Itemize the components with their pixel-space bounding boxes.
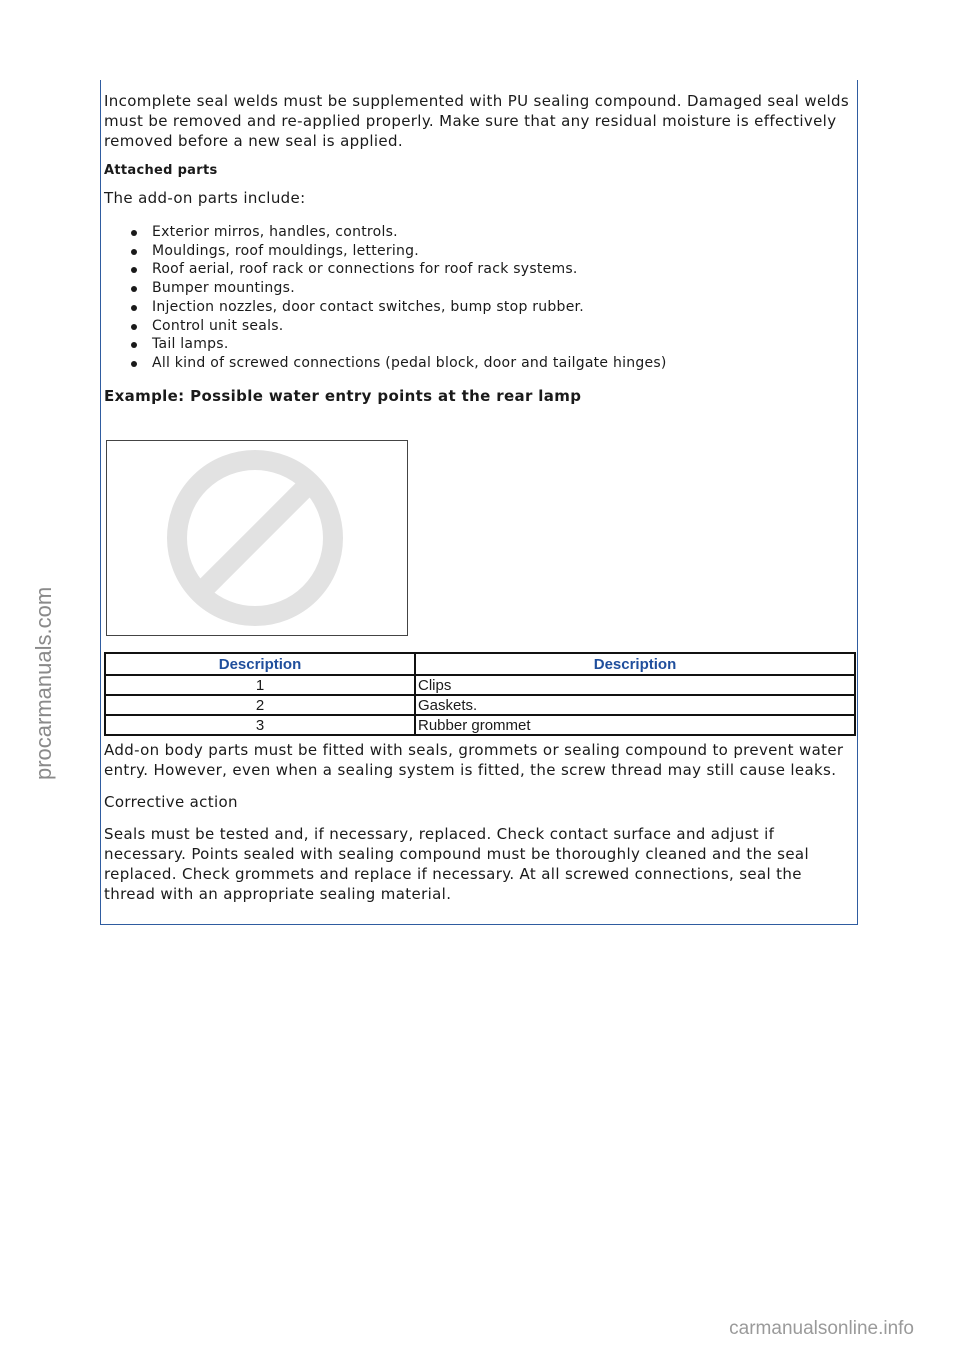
description-table bbox=[104, 652, 856, 736]
row-description: Clips bbox=[415, 675, 855, 695]
bullet-icon bbox=[131, 342, 137, 348]
attached-parts-lead: The add-on parts include: bbox=[104, 189, 306, 207]
footer-watermark: carmanualsonline.info bbox=[729, 1318, 914, 1339]
body-paragraph-3: Seals must be tested and, if necessary, replaced. Check contact surface and adjust if necessary. Points sealed with sealing compound must be thoroughly cleaned and the seal replaced. Check grommets and replace if necessary. At all screwed connections, seal the thread with an appropriate sealing material. bbox=[104, 825, 809, 903]
table-header-row bbox=[105, 653, 855, 675]
attached-parts-heading: Attached parts bbox=[104, 163, 218, 178]
header-description-number: Description bbox=[105, 653, 415, 675]
list-item: Injection nozzles, door contact switches, bump stop rubber. bbox=[104, 298, 856, 317]
list-item: Bumper mountings. bbox=[104, 279, 856, 298]
table-row bbox=[105, 695, 855, 715]
row-number: 3 bbox=[105, 715, 415, 735]
row-description: Gaskets. bbox=[415, 695, 855, 715]
body-text bbox=[104, 740, 856, 904]
row-description: Rubber grommet bbox=[415, 715, 855, 735]
list-item: All kind of screwed connections (pedal block, door and tailgate hinges) bbox=[104, 354, 856, 373]
table-row bbox=[105, 715, 855, 735]
bullet-icon bbox=[131, 230, 137, 236]
list-item: Mouldings, roof mouldings, lettering. bbox=[104, 242, 856, 261]
example-title: Example: Possible water entry points at the rear lamp bbox=[104, 386, 582, 405]
bullet-icon bbox=[131, 305, 137, 311]
list-item: Control unit seals. bbox=[104, 317, 856, 336]
row-number: 1 bbox=[105, 675, 415, 695]
bullet-icon bbox=[131, 324, 137, 330]
bullet-icon bbox=[131, 361, 137, 367]
example-image bbox=[106, 440, 408, 636]
bullet-icon bbox=[131, 286, 137, 292]
document-body bbox=[104, 91, 856, 405]
no-image-icon bbox=[107, 441, 407, 635]
bullet-icon bbox=[131, 267, 137, 273]
body-paragraph-2: Corrective action bbox=[104, 793, 238, 811]
body-paragraph-1: Add-on body parts must be fitted with seals, grommets or sealing compound to prevent water entry. However, even when a sealing system is fitted, the screw thread may still cause leaks. bbox=[104, 741, 844, 779]
intro-paragraph: Incomplete seal welds must be supplemented with PU sealing compound. Damaged seal welds must be removed and re-applied properly. Make sure that any residual moisture is effectively removed before a new seal is applied. bbox=[104, 92, 850, 150]
header-description-text: Description bbox=[415, 653, 855, 675]
row-number: 2 bbox=[105, 695, 415, 715]
list-item: Exterior mirros, handles, controls. bbox=[104, 223, 856, 242]
bullet-icon bbox=[131, 249, 137, 255]
attached-parts-list bbox=[104, 223, 856, 373]
table-row bbox=[105, 675, 855, 695]
side-watermark: procarmanuals.com bbox=[31, 586, 56, 780]
list-item: Tail lamps. bbox=[104, 335, 856, 354]
list-item: Roof aerial, roof rack or connections for roof rack systems. bbox=[104, 260, 856, 279]
